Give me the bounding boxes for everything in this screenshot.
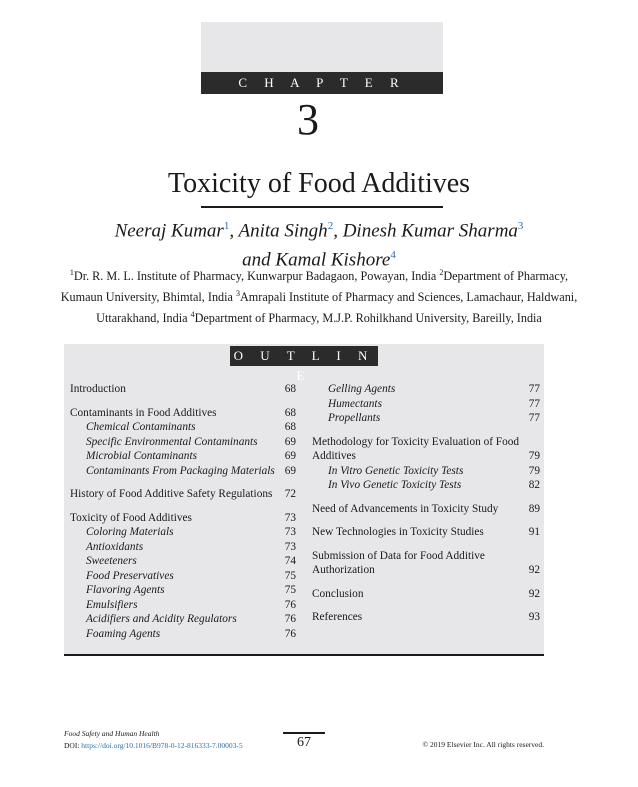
author-list: Neeraj Kumar$^1$, Anita Singh$^2$, Dinesh Kumar Sharma$^3$ and Kamal Kishore$^4$ (114, 220, 524, 271)
toc-subentry[interactable] (70, 420, 296, 435)
toc-entry-page: 91 (528, 526, 540, 538)
toc-entry-title: References (312, 611, 363, 623)
page-number: 67 (297, 735, 311, 750)
toc-entry-page: 93 (528, 611, 540, 623)
toc-entry-title: Sweeteners (86, 555, 137, 567)
outline-column-right (312, 382, 540, 625)
toc-subentry[interactable] (312, 411, 540, 426)
outline-label: O U T L I N E (230, 346, 378, 366)
toc-entry-title: Toxicity of Food Additives (70, 511, 192, 524)
toc-entry-page: 75 (284, 569, 296, 582)
toc-entry-page: 77 (528, 397, 540, 410)
author-name: Neeraj Kumar (114, 220, 224, 242)
toc-subentry[interactable] (70, 627, 296, 642)
toc-entry-title: Methodology for Toxicity Evaluation of Food Additives (312, 435, 520, 462)
toc-entry-title: Specific Environmental Contaminants (86, 435, 258, 448)
toc-entry[interactable] (70, 511, 296, 526)
toc-subentry[interactable] (70, 464, 296, 479)
toc-entry-page: 75 (284, 584, 296, 596)
toc-entry-page: 72 (284, 488, 296, 500)
toc-entry-title: Flavoring Agents (86, 584, 165, 596)
author-affiliation-ref[interactable]: 4 (390, 249, 396, 262)
toc-entry-page: 79 (528, 464, 540, 477)
book-title: Food Safety and Human Health (64, 729, 160, 738)
toc-subentry[interactable] (70, 540, 296, 555)
toc-entry-page: 89 (528, 502, 540, 515)
outline-column-left (70, 382, 296, 641)
chapter-title: Toxicity of Food Additives (167, 168, 471, 199)
toc-entry-title: Acidifiers and Acidity Regulators (86, 613, 237, 625)
toc-entry-page: 69 (284, 464, 296, 477)
toc-entry-page: 76 (284, 613, 296, 625)
toc-entry-title: In Vitro Genetic Toxicity Tests (328, 464, 464, 477)
toc-entry-title: Introduction (70, 383, 126, 395)
toc-subentry[interactable] (70, 569, 296, 584)
toc-entry-title: In Vivo Genetic Toxicity Tests (328, 479, 462, 491)
chapter-number: 3 (297, 95, 319, 144)
doi-link[interactable]: https://doi.org/10.1016/B978-0-12-816333-7.00003-5 (81, 741, 243, 750)
toc-entry-page: 76 (284, 598, 296, 611)
toc-entry-title: Chemical Contaminants (86, 421, 196, 433)
toc-entry[interactable] (312, 525, 540, 540)
toc-entry-title: History of Food Additive Safety Regulations (70, 488, 273, 500)
toc-subentry[interactable] (70, 435, 296, 450)
toc-entry[interactable] (312, 587, 540, 602)
toc-entry-title: Gelling Agents (328, 383, 396, 395)
affiliations (52, 264, 586, 327)
toc-entry-title: Conclusion (312, 587, 364, 600)
toc-entry[interactable] (70, 382, 296, 397)
toc-entry-title: Coloring Materials (86, 526, 174, 538)
toc-entry-page: 68 (284, 421, 296, 433)
chapter-number-box (201, 96, 443, 144)
toc-entry[interactable] (312, 610, 540, 625)
toc-subentry[interactable] (70, 449, 296, 464)
toc-entry-title: Contaminants in Food Additives (70, 406, 217, 419)
toc-entry[interactable] (312, 435, 540, 464)
toc-entry-page: 68 (284, 383, 296, 395)
affiliation-text: Department of Pharmacy, M.J.P. Rohilkhand University, Bareilly, India (194, 311, 542, 326)
toc-entry-page: 74 (284, 555, 296, 567)
author-affiliation-ref[interactable]: 3 (517, 220, 524, 232)
toc-entry[interactable] (312, 549, 540, 578)
toc-entry-title: Need of Advancements in Toxicity Study (312, 502, 499, 515)
toc-entry-page: 68 (284, 406, 296, 419)
toc-entry-title: Microbial Contaminants (86, 450, 197, 462)
toc-entry-page: 92 (528, 564, 540, 576)
affiliation-text: Dr. R. M. L. Institute of Pharmacy, Kunwarpur Badagaon, Powayan, India (73, 269, 440, 284)
affiliation-number: 4 (190, 310, 195, 320)
toc-subentry[interactable] (312, 478, 540, 493)
toc-entry[interactable] (312, 502, 540, 517)
toc-entry-page: 76 (284, 627, 296, 640)
affiliation-text: Department of Pharmacy, Kumaun University, Bhimtal, India (60, 269, 569, 305)
toc-entry-page: 77 (528, 383, 540, 395)
toc-entry-title: Emulsifiers (86, 598, 138, 611)
author-name: Anita Singh (238, 220, 328, 242)
toc-entry-title: Humectants (328, 397, 382, 410)
title-divider (201, 206, 443, 208)
chapter-header-panel (201, 22, 443, 72)
toc-entry-page: 73 (284, 526, 296, 538)
toc-subentry[interactable] (70, 554, 296, 569)
footer-citation (64, 728, 243, 752)
toc-entry-title: Food Preservatives (86, 569, 174, 582)
chapter-label: C H A P T E R (201, 72, 443, 94)
toc-entry[interactable] (70, 406, 296, 421)
toc-entry-title: New Technologies in Toxicity Studies (312, 526, 484, 538)
copyright: © 2019 Elsevier Inc. All rights reserved. (422, 740, 544, 749)
toc-entry-title: Antioxidants (86, 540, 144, 553)
toc-entry-title: Submission of Data for Food Additive Authorization (312, 549, 485, 576)
toc-subentry[interactable] (70, 598, 296, 613)
toc-entry-title: Propellants (328, 412, 381, 424)
author-affiliation-ref[interactable]: 2 (327, 220, 334, 232)
toc-subentry[interactable] (312, 397, 540, 412)
affiliation-number: 3 (235, 289, 240, 299)
author-conjunction: and (242, 249, 271, 271)
affiliation-text: Amrapali Institute of Pharmacy and Sciences, Lamachaur, Haldwani, Uttarakhand, India (96, 290, 578, 326)
author-affiliation-ref[interactable]: 1 (223, 220, 230, 232)
toc-entry-page: 79 (528, 450, 540, 462)
toc-entry-page: 73 (284, 511, 296, 524)
outline-bottom-rule (64, 654, 544, 656)
toc-subentry[interactable] (312, 464, 540, 479)
toc-entry-page: 77 (528, 412, 540, 424)
toc-entry-title: Foaming Agents (86, 627, 161, 640)
toc-subentry[interactable] (70, 525, 296, 540)
toc-subentry[interactable] (70, 583, 296, 598)
author-name: Dinesh Kumar Sharma (342, 220, 518, 242)
toc-subentry[interactable] (70, 612, 296, 627)
toc-entry-page: 82 (528, 479, 540, 491)
toc-entry-page: 73 (284, 540, 296, 553)
toc-entry[interactable] (70, 487, 296, 502)
affiliation-number: 1 (69, 268, 74, 277)
toc-subentry[interactable] (312, 382, 540, 397)
page-number-rule (283, 732, 325, 734)
doi-label: DOI: (64, 741, 82, 750)
toc-entry-page: 92 (528, 587, 540, 600)
toc-entry-page: 69 (284, 450, 296, 462)
affiliation-number: 2 (439, 268, 444, 277)
toc-entry-page: 69 (284, 435, 296, 448)
author-name: Kamal Kishore (275, 249, 391, 271)
toc-entry-title: Contaminants From Packaging Materials (86, 464, 275, 477)
